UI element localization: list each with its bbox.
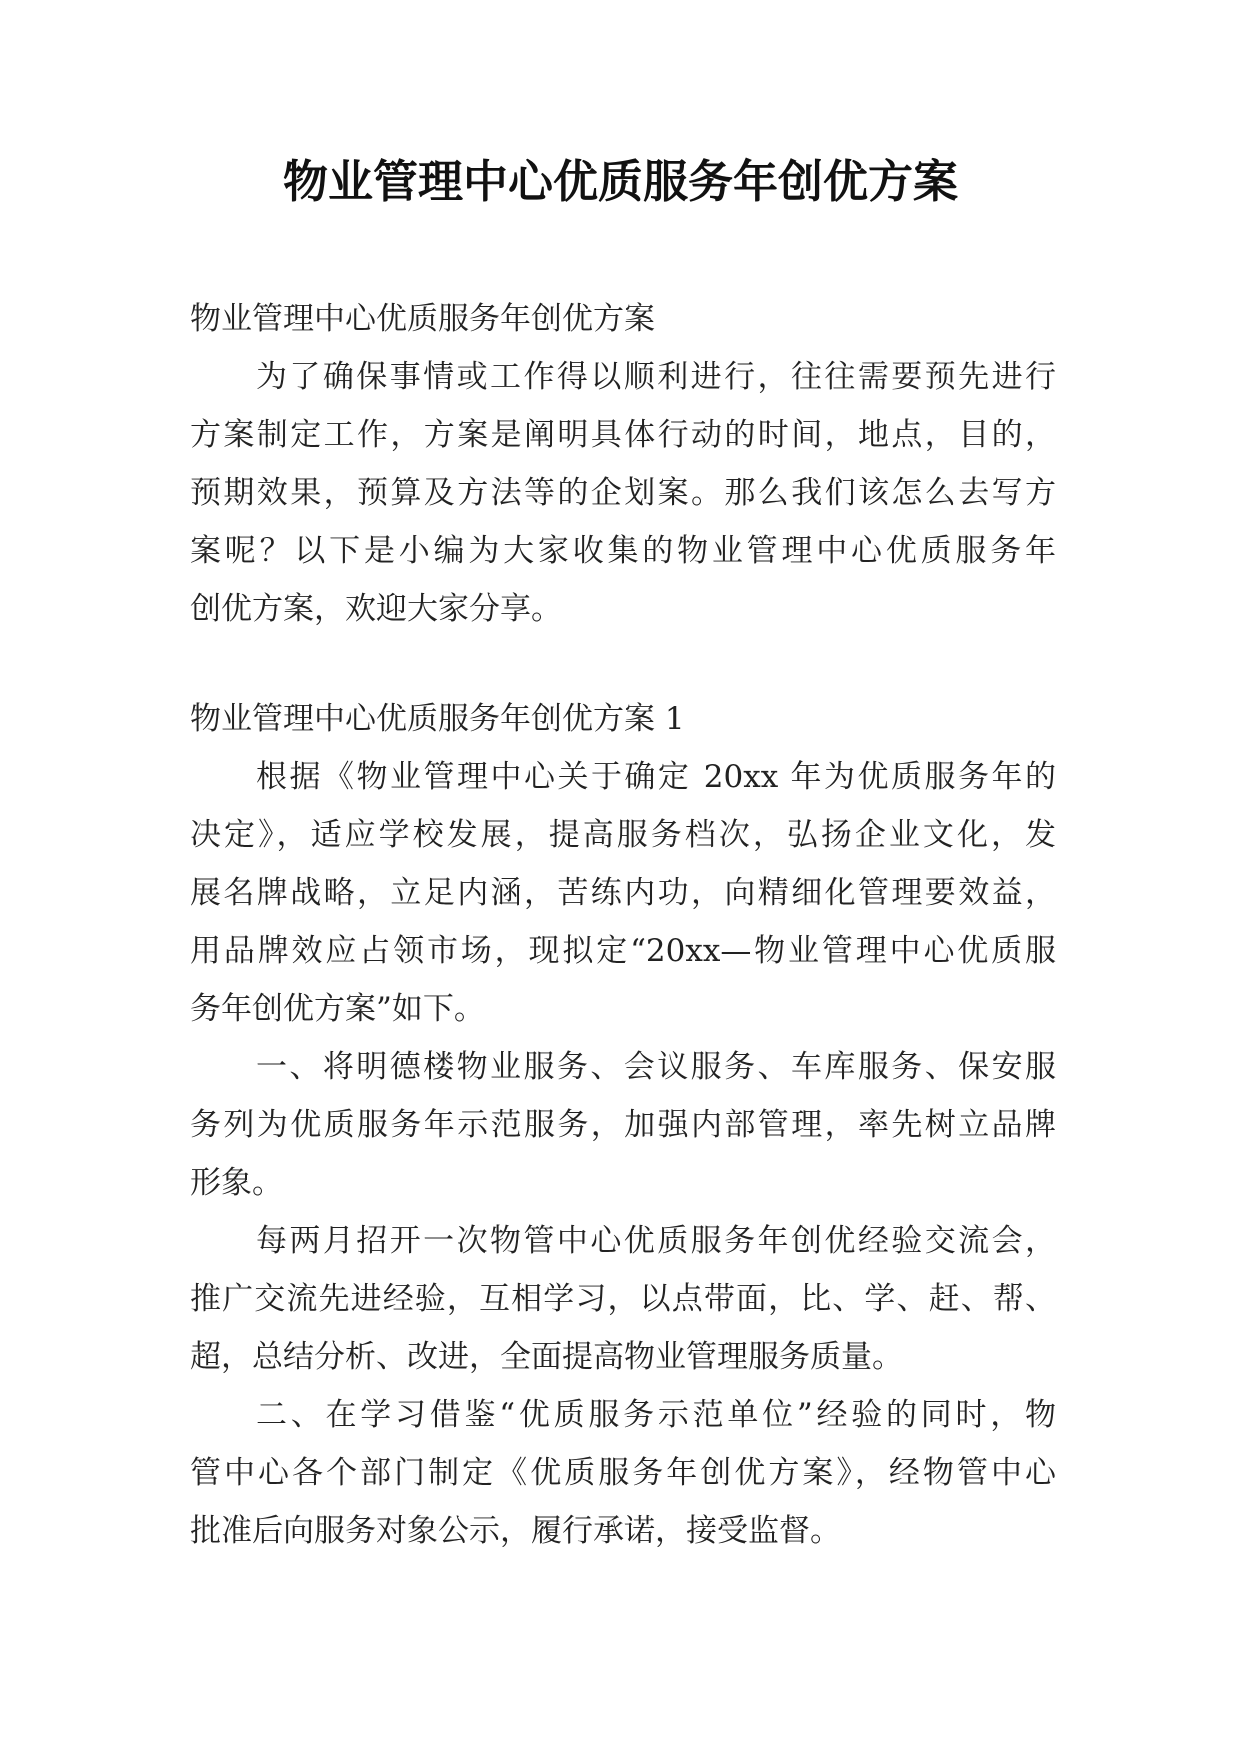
paragraph-exchange-meeting: [190, 1212, 1056, 1386]
paragraph-line: 预期效果，预算及方法等的企划案。那么我们该怎么去写方: [190, 475, 1056, 511]
document-subtitle: 物业管理中心优质服务年创优方案: [190, 301, 655, 337]
paragraph-line: 为了确保事情或工作得以顺利进行，往往需要预先进行: [256, 359, 1056, 395]
paragraph-line: 创优方案，欢迎大家分享。: [190, 591, 562, 627]
paragraph-item-two: [190, 1386, 1056, 1560]
paragraph-line: 二、在学习借鉴“优质服务示范单位”经验的同时，物: [256, 1397, 1056, 1433]
paragraph-line: 用品牌效应占领市场，现拟定“20xx—物业管理中心优质服: [190, 933, 1056, 969]
paragraph-line: 推广交流先进经验，互相学习，以点带面，比、学、赶、帮、: [190, 1281, 1056, 1317]
paragraph-line: 决定》，适应学校发展，提高服务档次，弘扬企业文化，发: [190, 817, 1056, 853]
paragraph-line: 方案制定工作，方案是阐明具体行动的时间，地点，目的，: [190, 417, 1056, 453]
paragraph-line: 务年创优方案”如下。: [190, 991, 485, 1027]
paragraph-line: 管中心各个部门制定《优质服务年创优方案》，经物管中心: [190, 1455, 1056, 1491]
section-heading: 物业管理中心优质服务年创优方案 1: [190, 701, 685, 737]
paragraph-basis: [190, 748, 1056, 1038]
paragraph-item-one: [190, 1038, 1056, 1212]
paragraph-line: 批准后向服务对象公示，履行承诺，接受监督。: [190, 1513, 841, 1549]
paragraph-line: 务列为优质服务年示范服务，加强内部管理，率先树立品牌: [190, 1107, 1056, 1143]
paragraph-line: 展名牌战略，立足内涵，苦练内功，向精细化管理要效益，: [190, 875, 1056, 911]
intro-paragraph: [190, 348, 1056, 638]
paragraph-line: 根据《物业管理中心关于确定 20xx 年为优质服务年的: [256, 759, 1056, 795]
paragraph-line: 每两月招开一次物管中心优质服务年创优经验交流会，: [256, 1223, 1056, 1259]
document-title: 物业管理中心优质服务年创优方案: [282, 155, 958, 208]
paragraph-line: 一、将明德楼物业服务、会议服务、车库服务、保安服: [256, 1049, 1056, 1085]
paragraph-line: 形象。: [190, 1165, 283, 1201]
paragraph-line: 案呢？以下是小编为大家收集的物业管理中心优质服务年: [190, 533, 1056, 569]
document-body: [190, 290, 1056, 1560]
paragraph-line: 超，总结分析、改进，全面提高物业管理服务质量。: [190, 1339, 903, 1375]
